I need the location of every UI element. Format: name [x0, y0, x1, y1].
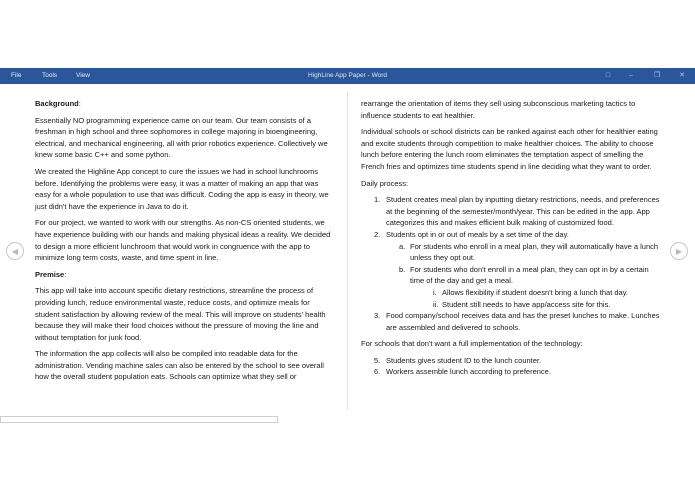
paragraph: Individual schools or school districts can be ranked against each other for healthier eating and excite students through competition to make healthier choices. The ability to choose lunch before entering the lunch room eliminates the temptation aspect of smelling the French fries and optimizes time students spend in line deciding what they want to order. — [361, 127, 658, 171]
title-bar — [0, 68, 695, 84]
menu-view[interactable]: View — [76, 72, 90, 79]
list-item: 5. Students gives student ID to the lunch counter. — [374, 355, 542, 365]
list-item: b. For students who don't enroll in a meal plan, they can opt in by a certain time of the day and get a meal. — [399, 264, 649, 286]
list-item: 2. Students opt in or out of meals by a set time of the day. — [374, 229, 569, 239]
paragraph: This app will take into account specific dietary restrictions, streamline the process of providing lunch, reduce environmental waste, reduce costs, and optimize meals for student satisfaction by allowing review of the meal. This will improve on students' health because they will make their food choices without the pressure of moving the line and without temptation for junk food. — [35, 286, 326, 342]
background-heading: Background: — [35, 99, 81, 108]
list-item: 1. Student creates meal plan by inputting dietary restrictions, needs, and preferences at the beginning of the semester/month/year. This can be edited in the app. App categorizes this and makes efficient bulk making of customized food. — [374, 195, 660, 228]
paragraph: For our project, we wanted to work with our strengths. As non-CS oriented students, we have experience building with our hands and making physical ideas a reality. We decided to design a more efficient lunchroom that would work in congruence with the app to minimize long term costs, waste, and time spent in line. — [35, 218, 331, 263]
document-title: HighLine App Paper - Word — [307, 72, 387, 79]
horizontal-scrollbar[interactable] — [0, 416, 278, 423]
list-item: ii. Student still needs to have app/access site for this. — [433, 299, 611, 309]
list-item: a. For students who enroll in a meal plan, they will automatically have a lunch unless they opt out. — [399, 241, 659, 263]
daily-process-heading: Daily process: — [361, 178, 409, 188]
minimize-icon[interactable]: – — [629, 72, 633, 79]
next-page-button[interactable]: ▶ — [670, 242, 688, 260]
previous-page-button[interactable]: ◀ — [6, 242, 24, 260]
list-item: i. Allows flexibility if student doesn't bring a lunch that day. — [433, 287, 628, 297]
fullscreen-icon[interactable]: □ — [605, 72, 611, 79]
schools-heading: For schools that don't want a full implementation of the technology: — [361, 339, 583, 349]
premise-heading: Premise: — [35, 269, 67, 279]
menu-file[interactable]: File — [11, 72, 22, 79]
numbered-list — [361, 355, 661, 378]
page-divider — [347, 92, 348, 410]
close-icon[interactable]: ✕ — [679, 72, 685, 79]
paragraph: We created the Highline App concept to cure the issues we had in school lunchrooms before. Identifying the problems were easy, it was a matter of making an app that was easy for a whole population to use that was difficult. Coding the app is easy in theory, we just didn't have the experience in Java to do it. — [35, 166, 329, 211]
restore-icon[interactable]: ❐ — [653, 72, 661, 79]
paragraph: Essentially NO programming experience came on our team. Our team consists of a freshman in high school and three sophomores in college majoring in bioengineering, electrical, and mechanical engineering, all with prior robotics experience. Collectively we knew some basic C++ and some python. — [35, 115, 328, 160]
list-item: 6. Workers assemble lunch according to preference. — [374, 367, 551, 377]
page-left — [35, 98, 333, 388]
paragraph: The information the app collects will also be compiled into readable data for the administration. Vending machine sales can also be entered by the school to see overall how the overall student population eats. Schools can optimize what they sell or — [35, 349, 324, 382]
paragraph: rearrange the orientation of items they sell using subconscious marketing tactics to influence students to eat healthier. — [361, 99, 636, 120]
menu-tools[interactable]: Tools — [42, 72, 58, 79]
numbered-list — [361, 194, 661, 333]
page-right — [361, 98, 661, 383]
list-item: 3. Food company/school receives data and has the preset lunches to make. Lunches are assembled and delivered to schools. — [374, 311, 660, 332]
